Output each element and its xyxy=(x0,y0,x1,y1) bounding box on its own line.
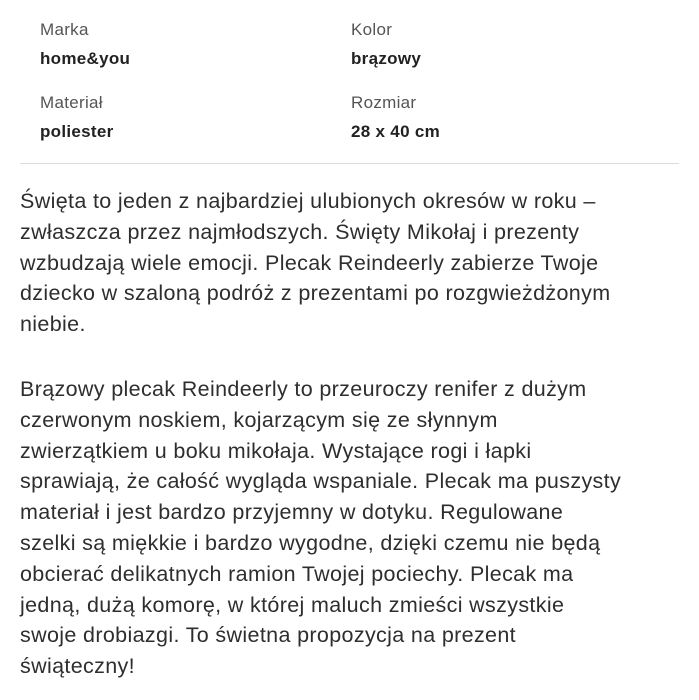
description-line: czerwonym noskiem, kojarzącym się ze słynnym xyxy=(20,407,498,432)
attribute-label: Materiał xyxy=(40,93,103,112)
description-line: jedną, dużą komorę, w której maluch zmieści wszystkie xyxy=(20,592,565,617)
description-line: wzbudzają wiele emocji. Plecak Reindeerly zabierze Twoje xyxy=(20,250,599,275)
description-line: dziecko w szaloną podróż z prezentami po rozgwieżdżonym xyxy=(20,281,611,306)
description-line: zwłaszcza przez najmłodszych. Święty Mikołaj i prezenty xyxy=(20,219,580,244)
attribute-label: Marka xyxy=(40,20,89,39)
attribute-value: 28 x 40 cm xyxy=(351,122,441,141)
description-line: swoje drobiazgi. To świetna propozycja na prezent xyxy=(20,623,516,648)
attribute-size xyxy=(351,91,680,164)
attribute-row xyxy=(40,18,680,91)
paragraph-spacer xyxy=(20,340,688,374)
attribute-brand xyxy=(40,18,351,91)
description-line: materiał i jest bardzo przyjemny w dotyku. Regulowane xyxy=(20,500,564,525)
description-line: obcierać delikatnych ramion Twojej pociechy. Plecak ma xyxy=(20,561,574,586)
attribute-label: Rozmiar xyxy=(351,93,417,112)
attribute-row xyxy=(40,91,680,164)
description-paragraph xyxy=(20,186,688,340)
attribute-material xyxy=(40,91,351,164)
attribute-color xyxy=(351,18,680,91)
attribute-value: brązowy xyxy=(351,49,422,68)
section-divider xyxy=(20,163,679,164)
attribute-label: Kolor xyxy=(351,20,393,39)
description-line: szelki są miękkie i bardzo wygodne, dzięki czemu nie będą xyxy=(20,530,601,555)
product-description xyxy=(20,186,688,682)
product-attributes xyxy=(40,18,680,164)
attribute-value: poliester xyxy=(40,122,114,141)
description-line: zwierzątkiem u boku mikołaja. Wystające rogi i łapki xyxy=(20,438,532,463)
description-line: sprawiają, że całość wygląda wspaniale. Plecak ma puszysty xyxy=(20,469,622,494)
description-line: Święta to jeden z najbardziej ulubionych okresów w roku – xyxy=(20,189,596,213)
description-line: świąteczny! xyxy=(20,654,135,679)
attribute-value: home&you xyxy=(40,49,131,68)
description-line: Brązowy plecak Reindeerly to przeuroczy renifer z dużym xyxy=(20,376,587,401)
description-line: niebie. xyxy=(20,312,86,337)
description-paragraph xyxy=(20,374,688,682)
